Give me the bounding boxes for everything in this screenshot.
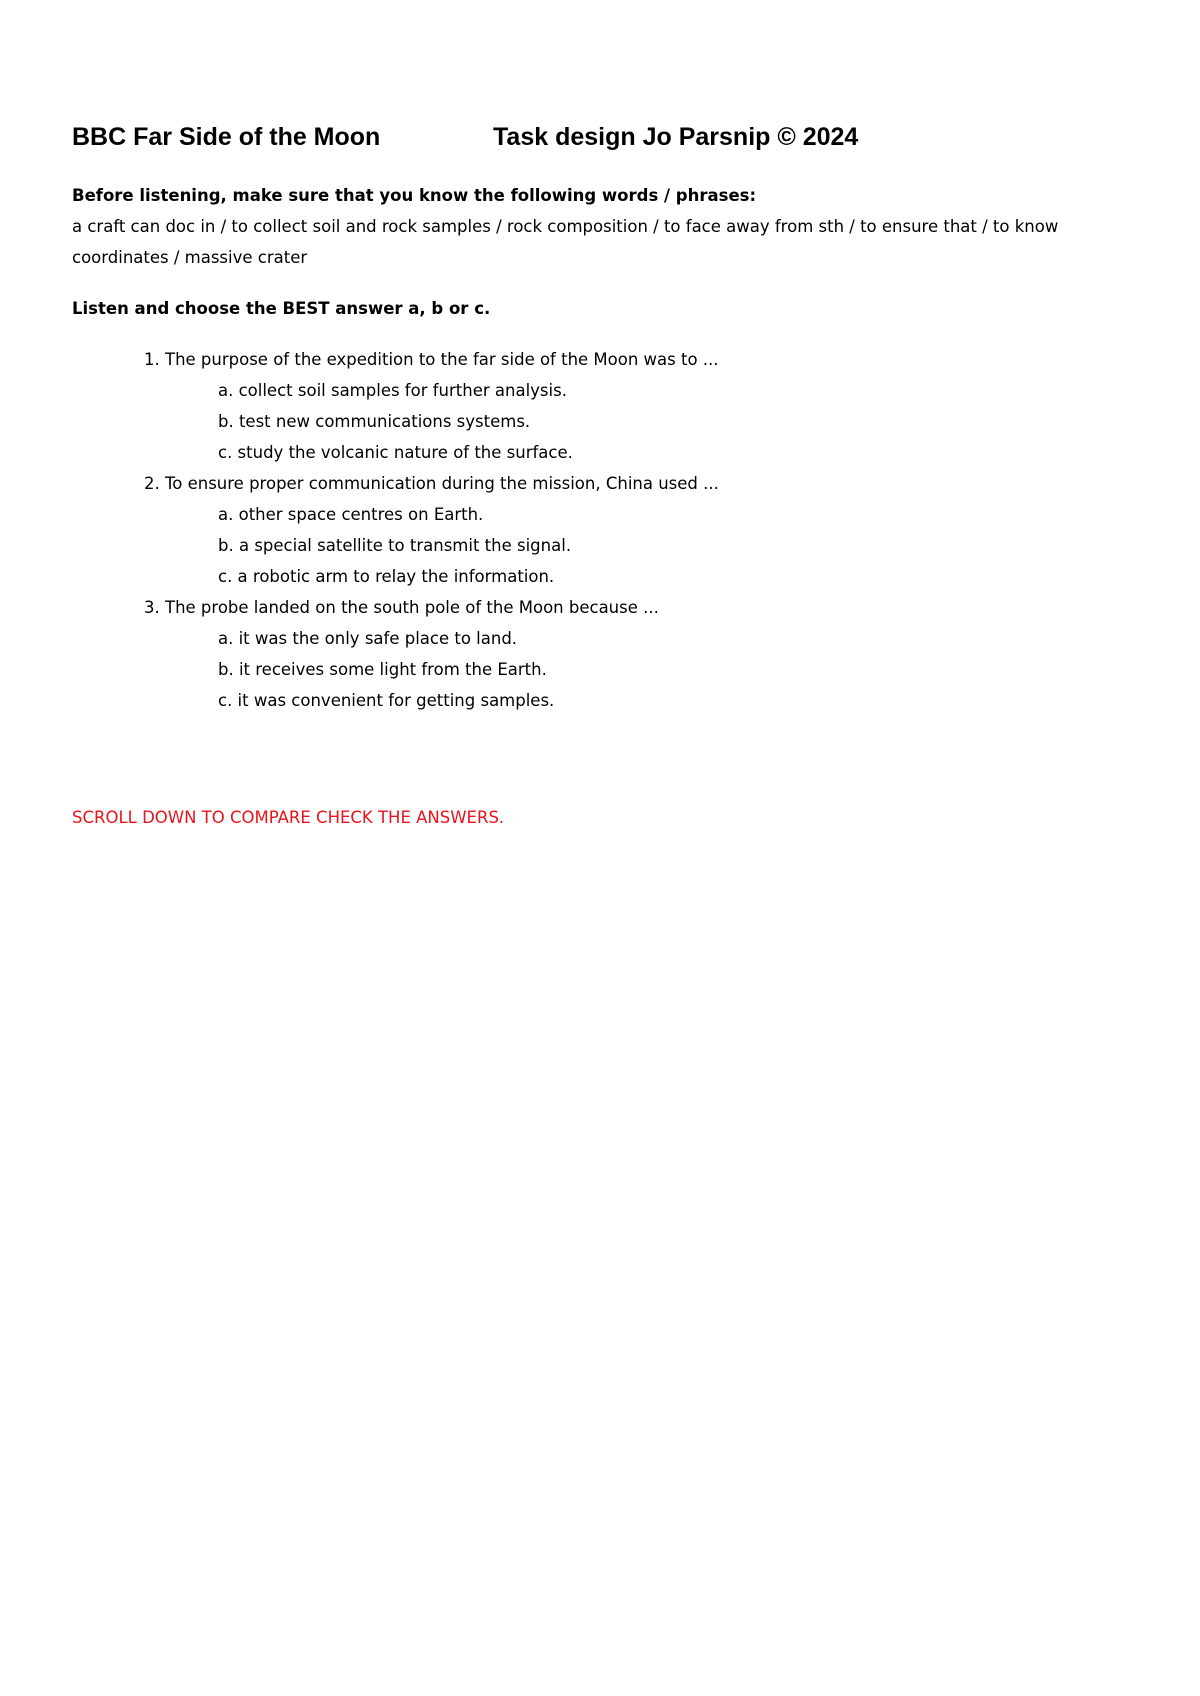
question-1: 1. The purpose of the expedition to the far side of the Moon was to ... — [144, 350, 719, 369]
question-1-option-c: c. study the volcanic nature of the surface. — [218, 443, 573, 462]
task-instruction: Listen and choose the BEST answer a, b or c. — [72, 299, 491, 318]
question-2-option-b: b. a special satellite to transmit the signal. — [218, 536, 572, 555]
question-3: 3. The probe landed on the south pole of the Moon because ... — [144, 598, 659, 617]
vocabulary-heading: Before listening, make sure that you know the following words / phrases: — [72, 186, 757, 205]
vocabulary-list: a craft can doc in / to collect soil and rock samples / rock composition / to face away from sth / to ensure that / to know coordinates / massive crater — [72, 217, 1059, 267]
worksheet-header — [72, 120, 1132, 154]
worksheet-title: BBC Far Side of the Moon — [72, 123, 381, 151]
question-3-option-a: a. it was the only safe place to land. — [218, 629, 518, 648]
scroll-down-note: SCROLL DOWN TO COMPARE CHECK THE ANSWERS. — [72, 808, 505, 827]
question-2: 2. To ensure proper communication during the mission, China used ... — [144, 474, 719, 493]
question-2-option-a: a. other space centres on Earth. — [218, 505, 484, 524]
question-1-option-a: a. collect soil samples for further analysis. — [218, 381, 567, 400]
worksheet-page — [72, 120, 1132, 833]
task-credit: Task design Jo Parsnip © 2024 — [493, 123, 859, 151]
question-3-option-c: c. it was convenient for getting samples. — [218, 691, 555, 710]
question-2-option-c: c. a robotic arm to relay the information. — [218, 567, 555, 586]
question-3-option-b: b. it receives some light from the Earth. — [218, 660, 547, 679]
question-1-option-b: b. test new communications systems. — [218, 412, 531, 431]
question-list — [72, 344, 1132, 716]
